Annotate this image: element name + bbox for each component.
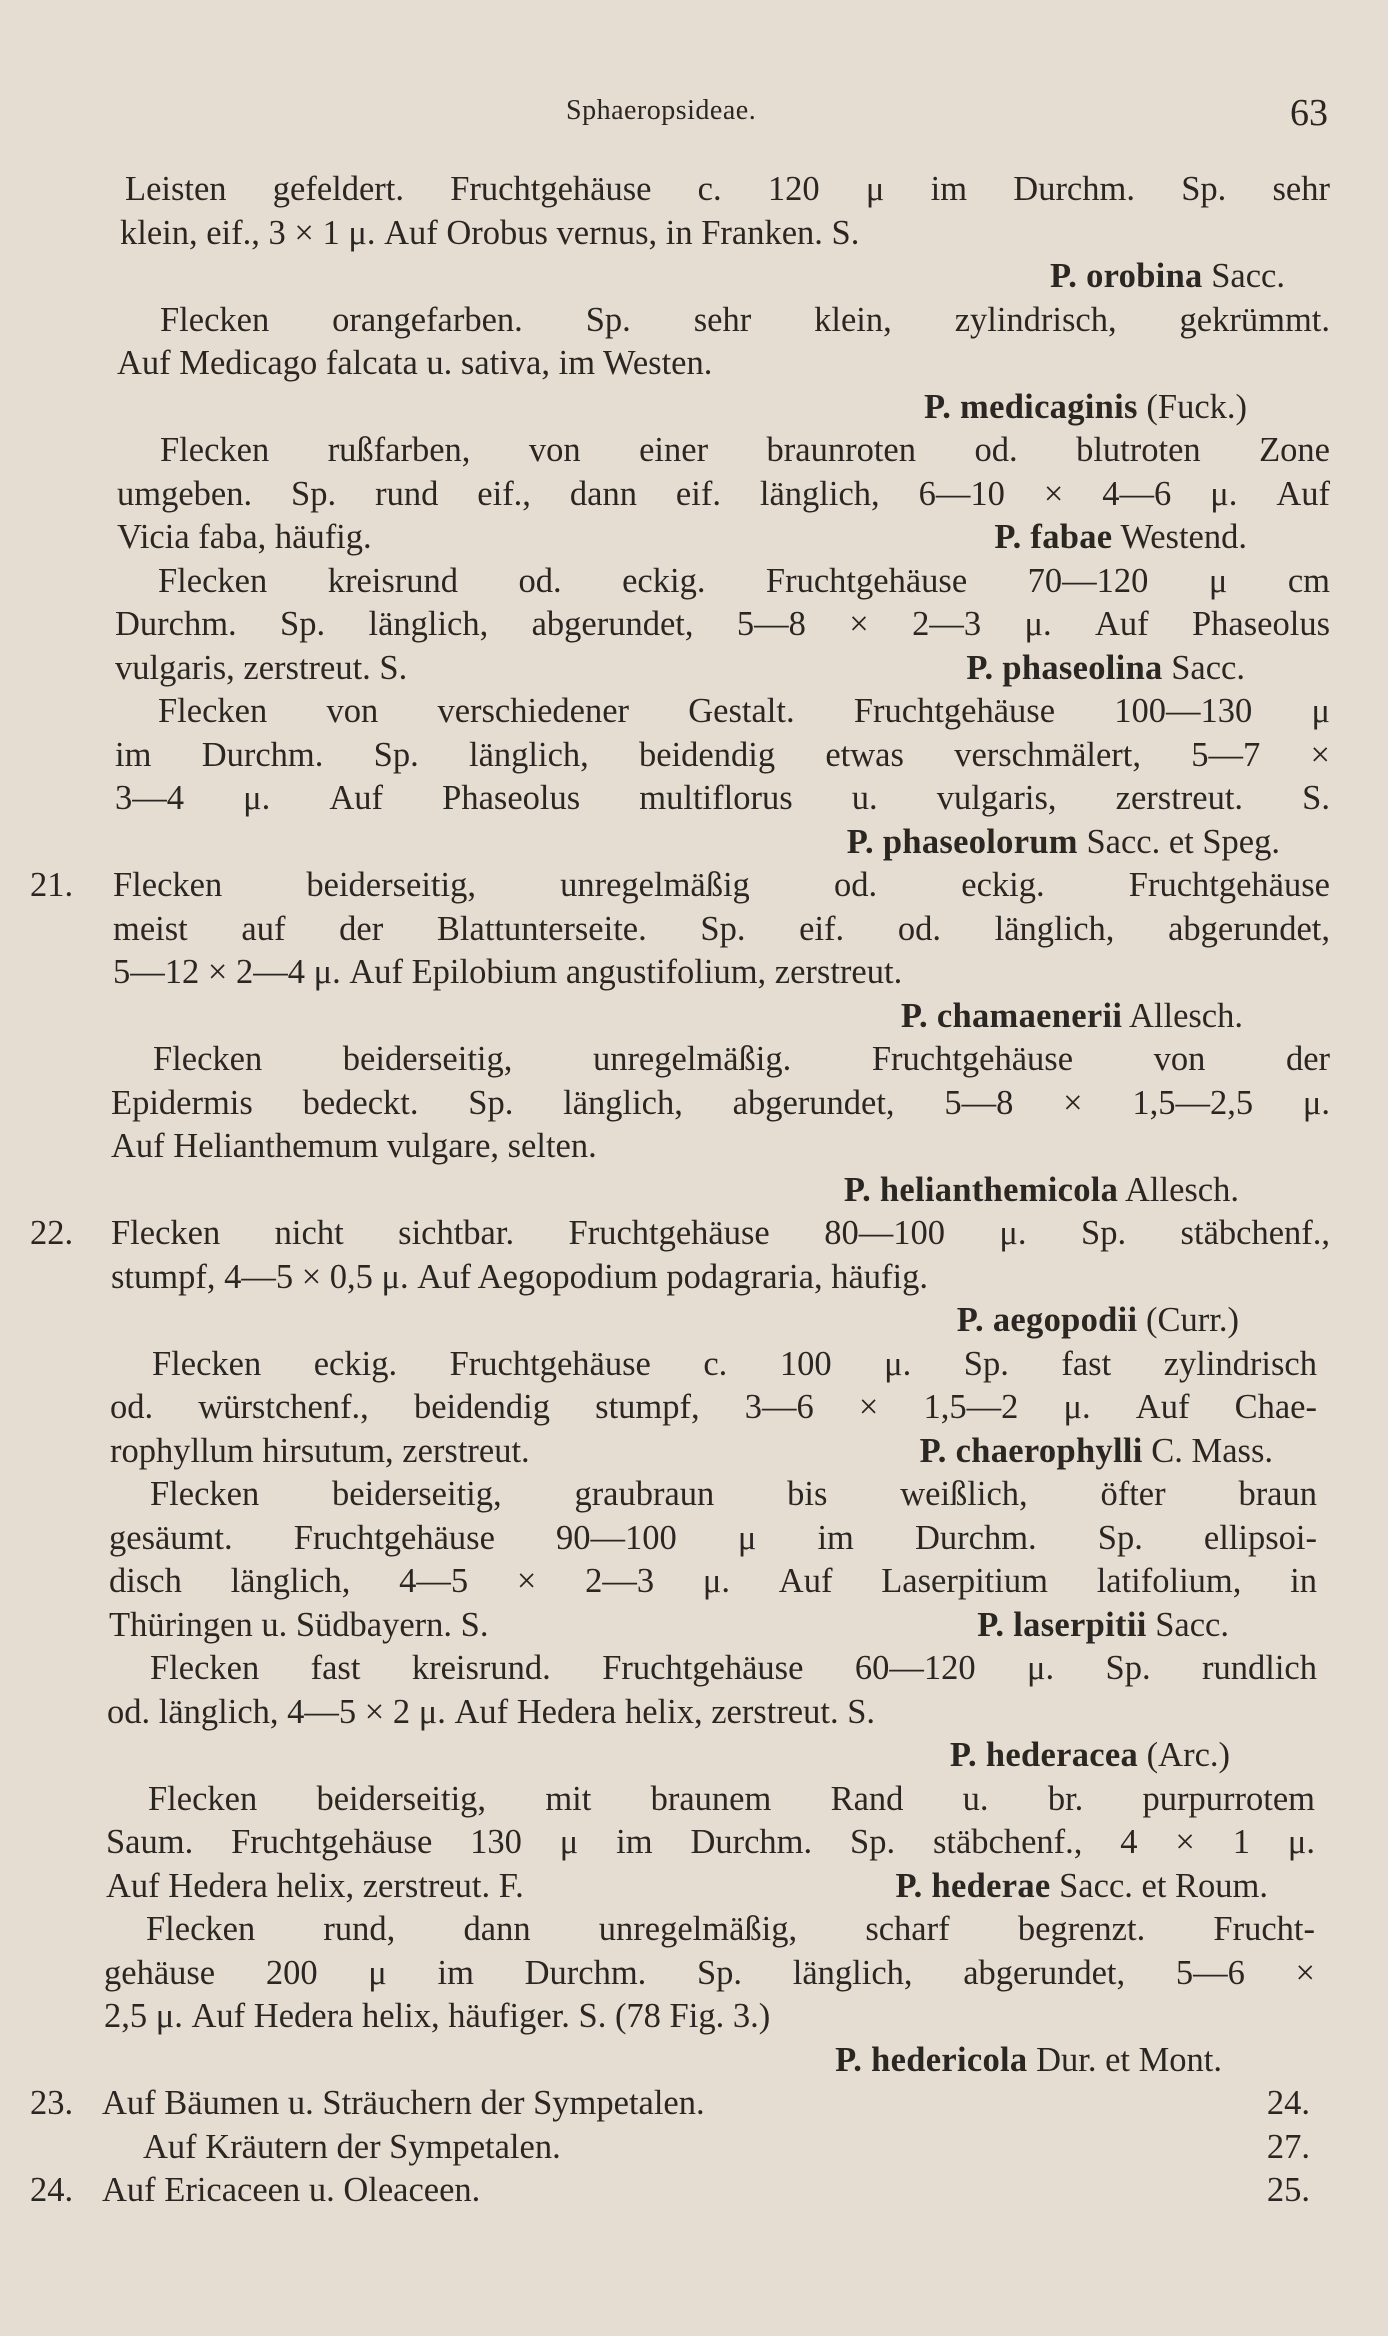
text-line: [0, 734, 1388, 778]
species-name: P. hedericola: [835, 2040, 1028, 2079]
species-name: P. helianthemicola: [843, 1170, 1119, 1209]
line-content: [150, 1647, 1317, 1691]
species-author: Dur. et Mont.: [1036, 2040, 1222, 2079]
line-content: [143, 2126, 1310, 2170]
page-header: [0, 92, 1388, 135]
text-line: [0, 1517, 1388, 1561]
species-name: P. laserpitii: [977, 1605, 1147, 1644]
text-line: [0, 690, 1388, 734]
line-content: [104, 2039, 1222, 2083]
species-name: P. phaseolina: [966, 648, 1163, 687]
line-content: [111, 1212, 1330, 1256]
line-text: Flecken von verschiedener Gestalt. Fruchtgehäuse 100—130 μ: [158, 692, 1330, 730]
line-text: Flecken beiderseitig, graubraun bis weißlich, öfter braun: [150, 1475, 1317, 1513]
line-content: [120, 255, 1285, 299]
text-line: [0, 1169, 1388, 1213]
text-line: [0, 1386, 1388, 1430]
text-line: [0, 2126, 1388, 2170]
line-content: [117, 342, 1330, 386]
text-line: [0, 212, 1388, 256]
line-text: Durchm. Sp. länglich, abgerundet, 5—8 × 2—3 μ. Auf Phaseolus: [115, 605, 1330, 643]
line-text: Flecken orangefarben. Sp. sehr klein, zylindrisch, gekrümmt.: [160, 300, 1330, 339]
couplet-number: 24.: [30, 2171, 74, 2209]
line-content: [152, 1343, 1317, 1387]
text-line: [0, 342, 1388, 386]
line-content: [115, 603, 1330, 647]
line-content: [104, 1995, 1315, 2039]
line-content: [102, 2082, 1310, 2126]
text-line: [0, 1038, 1388, 1082]
line-text: stumpf, 4—5 × 0,5 μ. Auf Aegopodium podagraria, häufig.: [111, 1257, 928, 1296]
species-name: P. orobina: [1050, 257, 1203, 295]
line-content: [107, 1734, 1230, 1778]
line-content: [109, 1517, 1317, 1561]
text-line: [0, 386, 1388, 430]
species-name: P. aegopodii: [956, 1301, 1138, 1339]
species-author: C. Mass.: [1151, 1431, 1273, 1470]
species-name: P. phaseolorum: [846, 822, 1078, 861]
text-line: [0, 516, 1388, 560]
line-content: [106, 1821, 1315, 1865]
text-line: [0, 1995, 1388, 2039]
couplet-number: 21.: [30, 866, 74, 904]
couplet-number: 22.: [30, 1214, 74, 1252]
line-content: [115, 647, 1245, 691]
line-content: [109, 1604, 1229, 1648]
text-line: [0, 1212, 1388, 1256]
key-reference-number: 25.: [1266, 2171, 1310, 2209]
species-author: (Curr.): [1146, 1301, 1239, 1339]
text-line: [0, 1647, 1388, 1691]
text-line: [0, 1691, 1388, 1735]
text-line: [0, 1778, 1388, 1822]
line-text: rophyllum hirsutum, zerstreut.: [110, 1431, 530, 1470]
species-author: Sacc.: [1155, 1605, 1229, 1644]
text-line: [0, 1299, 1388, 1343]
line-text: klein, eif., 3 × 1 μ. Auf Orobus vernus, in Franken. S.: [120, 213, 860, 252]
line-text: Flecken rund, dann unregelmäßig, scharf begrenzt. Frucht-: [146, 1910, 1315, 1948]
line-content: [111, 1256, 1261, 1300]
species-name: P. hederacea: [949, 1736, 1139, 1774]
text-line: [0, 560, 1388, 604]
species-author: Allesch.: [1124, 1170, 1239, 1209]
line-content: [111, 1082, 1330, 1126]
line-content: [158, 690, 1330, 734]
species-name: P. chamaenerii: [900, 996, 1123, 1035]
line-text: umgeben. Sp. rund eif., dann eif. länglich, 6—10 × 4—6 μ. Auf: [117, 474, 1330, 513]
line-content: [113, 864, 1330, 908]
line-text: vulgaris, zerstreut. S.: [115, 648, 408, 687]
line-text: Flecken rußfarben, von einer braunroten od. blutroten Zone: [160, 431, 1330, 469]
text-line: [0, 2082, 1388, 2126]
species-author: (Fuck.): [1146, 387, 1247, 426]
species-author: Sacc. et Speg.: [1086, 822, 1280, 861]
text-line: [0, 429, 1388, 473]
text-line: [0, 864, 1388, 908]
line-content: [150, 1473, 1317, 1517]
line-content: [111, 1125, 1330, 1169]
text-line: [0, 2169, 1388, 2213]
line-content: [111, 1169, 1239, 1213]
species-author: Westend.: [1120, 518, 1247, 556]
line-text: 5—12 × 2—4 μ. Auf Epilobium angustifolium, zerstreut.: [113, 953, 903, 991]
line-content: [115, 821, 1280, 865]
text-line: [0, 473, 1388, 517]
line-text: od. würstchenf., beidendig stumpf, 3—6 × 1,5—2 μ. Auf Chae-: [110, 1388, 1317, 1426]
page-number: 63: [1290, 92, 1328, 134]
line-content: [117, 473, 1330, 517]
line-content: [117, 386, 1247, 430]
text-line: [0, 1082, 1388, 1126]
line-text: Leisten gefeldert. Fruchtgehäuse c. 120 μ im Durchm. Sp. sehr: [125, 170, 1330, 208]
line-content: [153, 1038, 1330, 1082]
key-reference-number: 24.: [1266, 2084, 1310, 2122]
text-line: [0, 255, 1388, 299]
text-line: [0, 995, 1388, 1039]
text-line: [0, 821, 1388, 865]
line-content: [117, 516, 1247, 560]
line-content: [125, 168, 1330, 212]
line-content: [110, 1430, 1273, 1474]
line-content: [158, 560, 1330, 604]
text-line: [0, 1908, 1388, 1952]
line-text: Flecken nicht sichtbar. Fruchtgehäuse 80—100 μ. Sp. stäbchenf.,: [111, 1214, 1330, 1252]
line-text: Auf Bäumen u. Sträuchern der Sympetalen.: [102, 2084, 705, 2122]
line-content: [160, 429, 1330, 473]
text-line: [0, 168, 1388, 212]
line-text: 2,5 μ. Auf Hedera helix, häufiger. S. (78 Fig. 3.): [104, 1997, 771, 2035]
line-text: Auf Hedera helix, zerstreut. F.: [106, 1866, 524, 1905]
line-content: [104, 1952, 1315, 1996]
line-content: [109, 1560, 1317, 1604]
text-line: [0, 647, 1388, 691]
text-line: [0, 1125, 1388, 1169]
line-content: [113, 995, 1243, 1039]
page-body: [0, 168, 1388, 2213]
species-author: (Arc.): [1146, 1736, 1230, 1774]
text-line: [0, 603, 1388, 647]
line-text: disch länglich, 4—5 × 2—3 μ. Auf Laserpitium latifolium, in: [109, 1562, 1317, 1600]
text-line: [0, 299, 1388, 343]
line-text: gesäumt. Fruchtgehäuse 90—100 μ im Durchm. Sp. ellipsoi-: [109, 1518, 1317, 1557]
key-reference-number: 27.: [1266, 2127, 1310, 2166]
line-content: [102, 2169, 1310, 2213]
line-text: Flecken kreisrund od. eckig. Fruchtgehäuse 70—120 μ cm: [158, 561, 1330, 600]
line-text: Auf Helianthemum vulgare, selten.: [111, 1127, 597, 1165]
line-text: Flecken beiderseitig, unregelmäßig od. eckig. Fruchtgehäuse: [113, 866, 1330, 904]
species-name: P. medicaginis: [923, 387, 1138, 426]
line-text: Auf Medicago falcata u. sativa, im Westen.: [117, 344, 713, 382]
line-text: Flecken eckig. Fruchtgehäuse c. 100 μ. Sp. fast zylindrisch: [152, 1344, 1317, 1383]
species-name: P. hederae: [895, 1866, 1051, 1905]
line-content: [146, 1908, 1315, 1952]
line-text: Flecken beiderseitig, mit braunem Rand u. br. purpurrotem: [148, 1779, 1315, 1818]
line-content: [115, 734, 1330, 778]
line-text: 3—4 μ. Auf Phaseolus multiflorus u. vulgaris, zerstreut. S.: [115, 779, 1330, 817]
text-line: [0, 1604, 1388, 1648]
text-line: [0, 1821, 1388, 1865]
text-line: [0, 2039, 1388, 2083]
running-title: Sphaeropsideae.: [566, 95, 757, 126]
species-author: Sacc.: [1171, 648, 1245, 687]
text-line: [0, 951, 1388, 995]
text-line: [0, 908, 1388, 952]
line-text: im Durchm. Sp. länglich, beidendig etwas verschmälert, 5—7 ×: [115, 735, 1330, 774]
text-line: [0, 1952, 1388, 1996]
line-content: [111, 1299, 1239, 1343]
line-text: Thüringen u. Südbayern. S.: [109, 1605, 489, 1644]
line-text: Auf Ericaceen u. Oleaceen.: [102, 2171, 481, 2209]
line-text: Epidermis bedeckt. Sp. länglich, abgerundet, 5—8 × 1,5—2,5 μ.: [111, 1083, 1330, 1122]
species-citation: [966, 647, 1245, 691]
species-citation: [920, 1430, 1273, 1474]
line-content: [106, 1865, 1268, 1909]
line-text: meist auf der Blattunterseite. Sp. eif. od. länglich, abgerundet,: [113, 909, 1330, 948]
line-content: [113, 908, 1330, 952]
line-content: [160, 299, 1330, 343]
line-content: [113, 951, 1263, 995]
text-line: [0, 1734, 1388, 1778]
text-line: [0, 1343, 1388, 1387]
species-citation: [994, 516, 1247, 560]
line-text: Saum. Fruchtgehäuse 130 μ im Durchm. Sp. stäbchenf., 4 × 1 μ.: [106, 1823, 1315, 1861]
species-author: Sacc. et Roum.: [1059, 1866, 1268, 1905]
line-text: gehäuse 200 μ im Durchm. Sp. länglich, abgerundet, 5—6 ×: [104, 1953, 1315, 1992]
line-text: Auf Kräutern der Sympetalen.: [143, 2127, 561, 2166]
line-content: [148, 1778, 1315, 1822]
line-content: [115, 777, 1330, 821]
species-author: Allesch.: [1128, 996, 1243, 1035]
text-line: [0, 1473, 1388, 1517]
species-name: P. fabae: [994, 518, 1113, 556]
species-citation: [895, 1865, 1268, 1909]
species-author: Sacc.: [1211, 257, 1285, 295]
line-content: [120, 212, 1330, 256]
species-citation: [977, 1604, 1229, 1648]
species-name: P. chaerophylli: [919, 1431, 1143, 1470]
line-content: [107, 1691, 1317, 1735]
line-text: Flecken beiderseitig, unregelmäßig. Fruchtgehäuse von der: [153, 1040, 1330, 1078]
text-line: [0, 1865, 1388, 1909]
text-line: [0, 1256, 1388, 1300]
text-line: [0, 777, 1388, 821]
line-text: Flecken fast kreisrund. Fruchtgehäuse 60—120 μ. Sp. rundlich: [150, 1649, 1317, 1687]
line-content: [110, 1386, 1317, 1430]
couplet-number: 23.: [30, 2084, 74, 2122]
line-text: od. länglich, 4—5 × 2 μ. Auf Hedera helix, zerstreut. S.: [107, 1692, 876, 1731]
text-line: [0, 1430, 1388, 1474]
text-line: [0, 1560, 1388, 1604]
line-text: Vicia faba, häufig.: [117, 518, 372, 556]
